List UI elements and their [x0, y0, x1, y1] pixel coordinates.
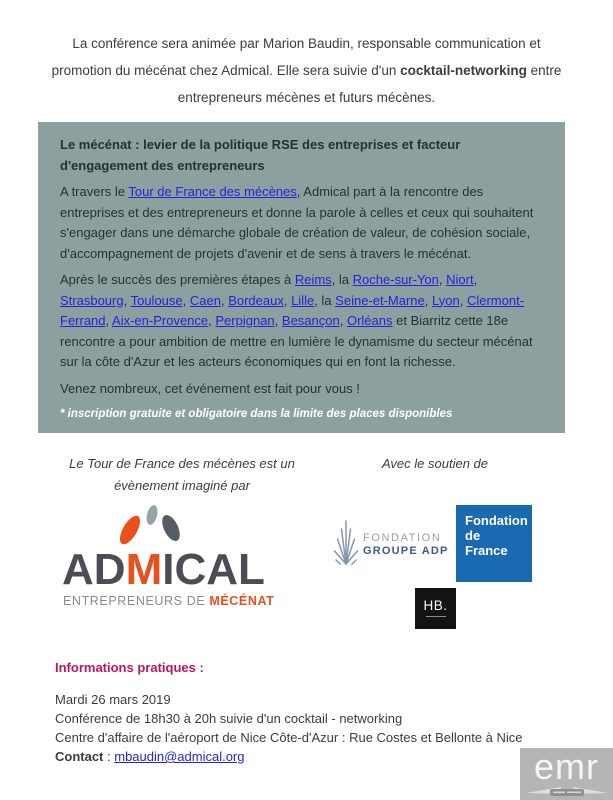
inline-link[interactable]: Seine-et-Marne: [335, 292, 425, 308]
admical-wordmark-prefix: AD: [62, 545, 126, 594]
text-segment: entre entrepreneurs mécènes et futurs mécènes.: [177, 63, 562, 105]
text-segment: ,: [283, 292, 292, 308]
text-segment: , Admical part à la rencontre des entreprises et des entrepreneurs et donne la parole à celles et ceux qui souhaitent s'engager dans une démarche globale de création de valeur, de cohésion sociale, d'accompagnement de projets d'avenir et de sens à travers le mécénat.: [60, 184, 534, 261]
box-footnote: * inscription gratuite et obligatoire dans la limite des places disponibles: [60, 408, 453, 420]
intro-paragraph: [50, 30, 563, 111]
adp-line-groupe-adp: GROUPE ADP: [363, 545, 449, 557]
text-segment: La conférence sera animée par Marion Baudin, responsable communication et promotion du mécénat chez Admical. Elle sera suivie d'un: [51, 36, 541, 78]
inline-link[interactable]: Tour de France des mécènes: [128, 184, 297, 199]
admical-tagline-prefix: ENTREPRENEURS DE: [63, 594, 210, 608]
inline-link[interactable]: Clermont-Ferrand: [60, 292, 525, 328]
inline-link[interactable]: Besançon: [281, 313, 340, 328]
box-paragraph-cities: [60, 270, 543, 373]
text-segment: Contact: [55, 749, 104, 764]
inline-link[interactable]: Lyon: [432, 292, 460, 308]
text-segment: cocktail-networking: [400, 63, 527, 78]
practical-info-section: [55, 660, 555, 766]
info-contact: [55, 747, 555, 766]
hb-underline: [426, 616, 446, 617]
inline-link[interactable]: Perpignan: [215, 313, 275, 328]
inline-link[interactable]: Strasbourg: [60, 292, 124, 308]
inline-link[interactable]: Bordeaux: [228, 292, 284, 308]
fdf-line-3: France: [465, 543, 508, 558]
admical-wordmark-suffix: ICAL: [162, 545, 265, 594]
fondation-groupe-adp-logo[interactable]: [333, 516, 453, 570]
emr-watermark-text: emr: [534, 748, 599, 787]
text-segment: ,: [105, 313, 113, 328]
adp-line-fondation: FONDATION: [363, 532, 442, 544]
inline-link[interactable]: Caen: [189, 292, 221, 308]
text-segment: Après le succès des premières étapes à: [60, 272, 295, 287]
text-segment: ,: [182, 292, 190, 308]
inline-link[interactable]: Roche-sur-Yon: [352, 272, 439, 287]
admical-petals-icon: [114, 503, 188, 549]
text-segment: ,: [473, 272, 478, 287]
text-segment: et Biarritz cette 18e rencontre a pour ambition de mettre en lumière le dynamisme du secteur mécénat sur la côte d'Azur et les acteurs économiques qui en font la richesse.: [60, 313, 533, 369]
text-segment: ,: [208, 313, 216, 328]
practical-info-heading: Informations pratiques :: [55, 660, 204, 675]
inline-link[interactable]: Reims: [294, 272, 332, 287]
box-title: Le mécénat : levier de la politique RSE des entreprises et facteur d'engagement des entrepreneurs: [60, 137, 461, 173]
hb-label: HB.: [423, 598, 448, 613]
info-schedule: Conférence de 18h30 à 20h suivie d'un cocktail - networking: [55, 711, 403, 726]
inline-link[interactable]: Toulouse: [130, 292, 183, 308]
admical-tagline-accent: MÉCÉNAT: [209, 594, 275, 608]
inline-link[interactable]: Orléans: [346, 313, 393, 328]
inline-link[interactable]: Lille: [291, 292, 315, 308]
inline-link[interactable]: Niort: [446, 272, 474, 287]
text-segment: ,: [274, 313, 282, 328]
admical-wordmark-accent: M: [125, 545, 163, 594]
text-segment: A travers le: [60, 184, 129, 199]
inline-link[interactable]: Aix-en-Provence: [112, 313, 209, 328]
inline-link[interactable]: mbaudin@admical.org: [114, 749, 245, 764]
adp-fountain-icon: [333, 516, 359, 568]
highlight-box: [38, 122, 565, 433]
text-segment: ,: [438, 272, 447, 287]
adp-logo-text: [363, 532, 449, 558]
text-segment: , la: [314, 292, 336, 308]
fondation-de-france-logo[interactable]: [456, 505, 532, 582]
text-segment: ,: [220, 292, 229, 308]
hb-logo[interactable]: [415, 588, 456, 629]
fdf-line-2: de: [465, 528, 481, 543]
text-segment: ,: [123, 292, 131, 308]
caption-imagined-by: Le Tour de France des mécènes est un évènement imaginé par: [69, 456, 295, 493]
text-segment: :: [103, 749, 115, 764]
box-paragraph-invite: Venez nombreux, cet événement est fait pour vous !: [60, 380, 360, 396]
admical-tagline: [63, 594, 274, 608]
admical-wordmark: [62, 547, 265, 593]
info-date: Mardi 26 mars 2019: [55, 692, 171, 707]
text-segment: ,: [424, 292, 433, 308]
text-segment: , la: [331, 272, 353, 287]
box-paragraph-tour: [60, 182, 543, 264]
fdf-line-1: Fondation: [465, 513, 528, 528]
info-venue: Centre d'affaire de l'aéroport de Nice Côte-d'Azur : Rue Costes et Bellonte à Nice: [55, 730, 523, 745]
caption-supported-by: Avec le soutien de: [382, 456, 488, 471]
text-segment: ,: [459, 292, 467, 308]
emr-watermark: [520, 748, 613, 800]
emr-wings-icon: [524, 785, 610, 798]
text-segment: ,: [339, 313, 347, 328]
